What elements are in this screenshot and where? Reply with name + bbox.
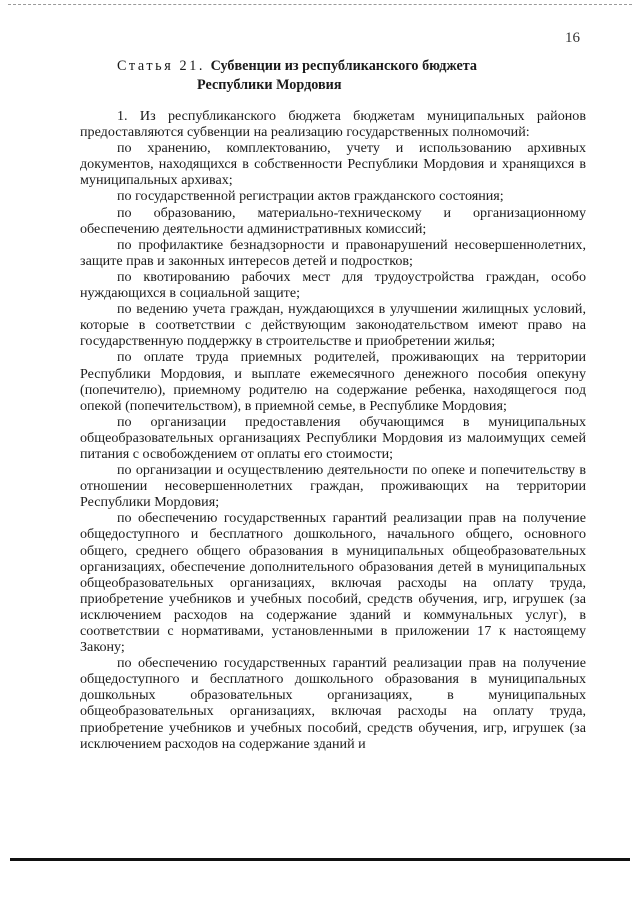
scan-bottom-rule bbox=[10, 858, 630, 861]
article-title-line1: Субвенции из республиканского бюджета bbox=[210, 58, 478, 74]
paragraph: по государственной регистрации актов гражданского состояния; bbox=[117, 188, 504, 205]
scan-top-edge bbox=[8, 4, 632, 5]
paragraph: по обеспечению государственных гарантий реализации прав на получение общедоступного и бесплатного дошкольного, начального общего, основного общего, среднего общего образования в муниципальных общеобразовательных организациях, обеспечение дополнительного образования детей в муниципальных общеобразовательных организациях, включая расходы на оплату труда, приобретение учебников и учебных пособий, средств обучения, игр, игрушек (за исключением расходов на содержание зданий и коммунальных услуг), в соответствии с нормативами, установленными в приложении 17 к настоящему Закону; bbox=[80, 510, 586, 656]
article-number: Статья 21. bbox=[117, 58, 206, 74]
article-title-line2: Республики Мордовия bbox=[197, 77, 342, 93]
paragraph: по хранению, комплектованию, учету и использованию архивных документов, находящихся в собственности Республики Мордовия и хранящихся в муниципальных архивах; bbox=[80, 140, 586, 189]
article-heading bbox=[117, 57, 587, 95]
paragraph: по ведению учета граждан, нуждающихся в улучшении жилищных условий, которые в соответствии с действующим законодательством имеют право на государственную поддержку в строительстве и приобретении жилья; bbox=[80, 301, 586, 350]
paragraph: по образованию, материально-техническому и организационному обеспечению деятельности административных комиссий; bbox=[80, 204, 586, 237]
paragraph: 1. Из республиканского бюджета бюджетам муниципальных районов предоставляются субвенции на реализацию государственных полномочий: bbox=[80, 108, 586, 141]
paragraph: по организации и осуществлению деятельности по опеке и попечительству в отношении несовершеннолетних граждан, проживающих на территории Республики Мордовия; bbox=[80, 462, 586, 511]
page-number: 16 bbox=[565, 30, 580, 46]
paragraph: по обеспечению государственных гарантий реализации прав на получение общедоступного и бесплатного дошкольного образования в муниципальных дошкольных образовательных организациях, в муниципальных общеобразовательных организациях, включая расходы на оплату труда, приобретение учебников и учебных пособий, средств обучения, игр, игрушек (за исключением расходов на содержание зданий и bbox=[80, 655, 586, 752]
paragraph: по оплате труда приемных родителей, проживающих на территории Республики Мордовия, и выплате ежемесячного денежного пособия опекуну (попечителю), приемному родителю на содержание ребенка, находящегося под опекой (попечительством), в приемной семье, в Республике Мордовия; bbox=[80, 349, 586, 414]
paragraph: по организации предоставления обучающимся в муниципальных общеобразовательных организациях Республики Мордовия из малоимущих семей питания с освобождением от оплаты его стоимости; bbox=[80, 413, 586, 462]
paragraph: по профилактике безнадзорности и правонарушений несовершеннолетних, защите прав и законных интересов детей и подростков; bbox=[80, 236, 586, 269]
paragraph: по квотированию рабочих мест для трудоустройства граждан, особо нуждающихся в социальной защите; bbox=[80, 268, 586, 302]
article-body bbox=[80, 108, 586, 752]
